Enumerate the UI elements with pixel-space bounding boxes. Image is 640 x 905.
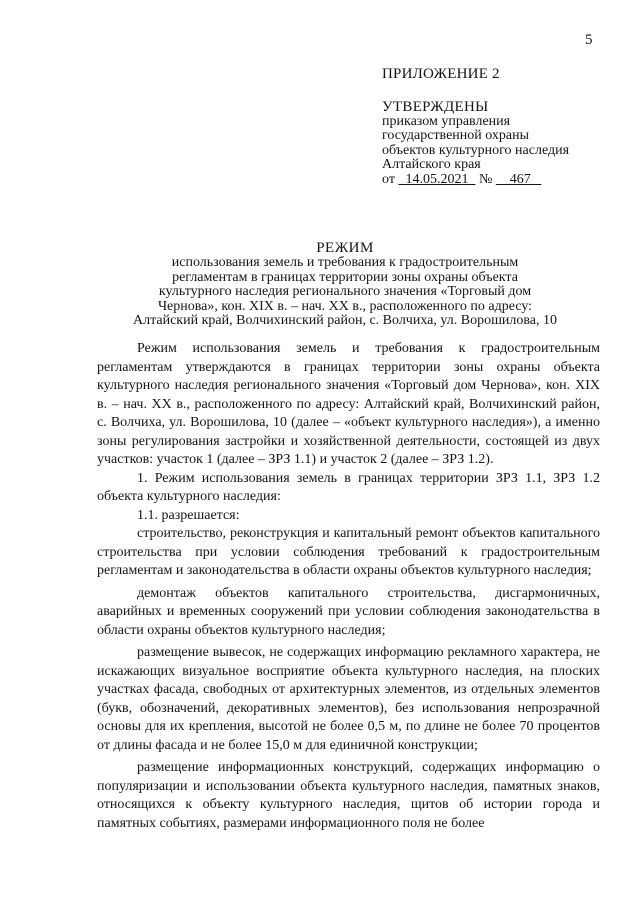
order-line: приказом управления [382, 113, 511, 129]
document-subtitle [100, 256, 590, 329]
body-paragraph: строительство, реконструкция и капитальный ремонт объектов капитального строительства при условии соблюдения требований к градостроительным регламентам и законодательства в области охраны объектов культурного наследия; [97, 526, 600, 578]
order-date-line [382, 173, 569, 188]
body-paragraph: размещение информационных конструкций, содержащих информацию о популяризации и использовании объекта культурного наследия, памятных знаков, относящихся к объекту культурного наследия, щитов об истории города и памятных событиях, размерами информационного поля не более [97, 760, 600, 831]
order-number: 467 [509, 171, 531, 187]
document-title: РЕЖИМ [316, 240, 374, 256]
appendix-heading: ПРИЛОЖЕНИЕ 2 [382, 66, 500, 82]
subtitle-line: Чернова», кон. XIX в. – нач. XX в., расположенного по адресу: [157, 298, 533, 314]
page-number: 5 [585, 32, 593, 48]
order-date: 14.05.2021 [405, 171, 469, 187]
subtitle-line: Алтайский край, Волчихинский район, с. Волчиха, ул. Ворошилова, 10 [133, 313, 557, 328]
body-paragraph: 1.1. разрешается: [137, 507, 240, 523]
date-prefix: от [382, 171, 395, 187]
body-paragraph: размещение вывесок, не содержащих информацию рекламного характера, не искажающих визуальное восприятие объекта культурного наследия, на плоских участках фасада, свободных от архитектурных элементов, из отдельных элементов (букв, обозначений, декоративных элементов), без использования непрозрачной основы для их крепления, высотой не более 0,5 м, по длине не более 70 процентов от длины фасада и не более 15,0 м для единичной конструкции; [97, 645, 600, 753]
approved-heading: УТВЕРЖДЕНЫ [382, 99, 489, 115]
body-paragraph: Режим использования земель и требования к градостроительным регламентам утверждаются в границах территории зоны охраны объекта культурного наследия регионального значения «Торговый дом Чернова», кон. XIX в. – нач. XX в., расположенного по адресу: Алтайский край, Волчихинский район, с. Волчиха, ул. Ворошилова, 10 (далее – «объект культурного наследия»), а именно зоны регулирования застройки и хозяйственной деятельности, состоящей из двух участков: участок 1 (далее – ЗРЗ 1.1) и участок 2 (далее – ЗРЗ 1.2). [97, 341, 600, 467]
number-sign: № [478, 171, 493, 187]
order-line: Алтайского края [382, 157, 481, 172]
body-paragraph: 1. Режим использования земель в границах территории ЗРЗ 1.1, ЗРЗ 1.2 объекта культурного наследия: [97, 470, 600, 504]
order-line: объектов культурного наследия [382, 142, 570, 158]
document-body [97, 340, 600, 833]
subtitle-line: культурного наследия регионального значения «Торговый дом [158, 284, 532, 299]
subtitle-line: регламентам в границах территории зоны охраны объекта [172, 269, 518, 285]
order-line: государственной охраны [382, 128, 530, 143]
approval-block [382, 100, 569, 187]
subtitle-line: использования земель и требования к градостроительным [171, 255, 519, 270]
body-paragraph: демонтаж объектов капитального строительства, дисгармоничных, аварийных и временных сооружений при условии соблюдения законодательства в области охраны объектов культурного наследия; [97, 585, 600, 638]
